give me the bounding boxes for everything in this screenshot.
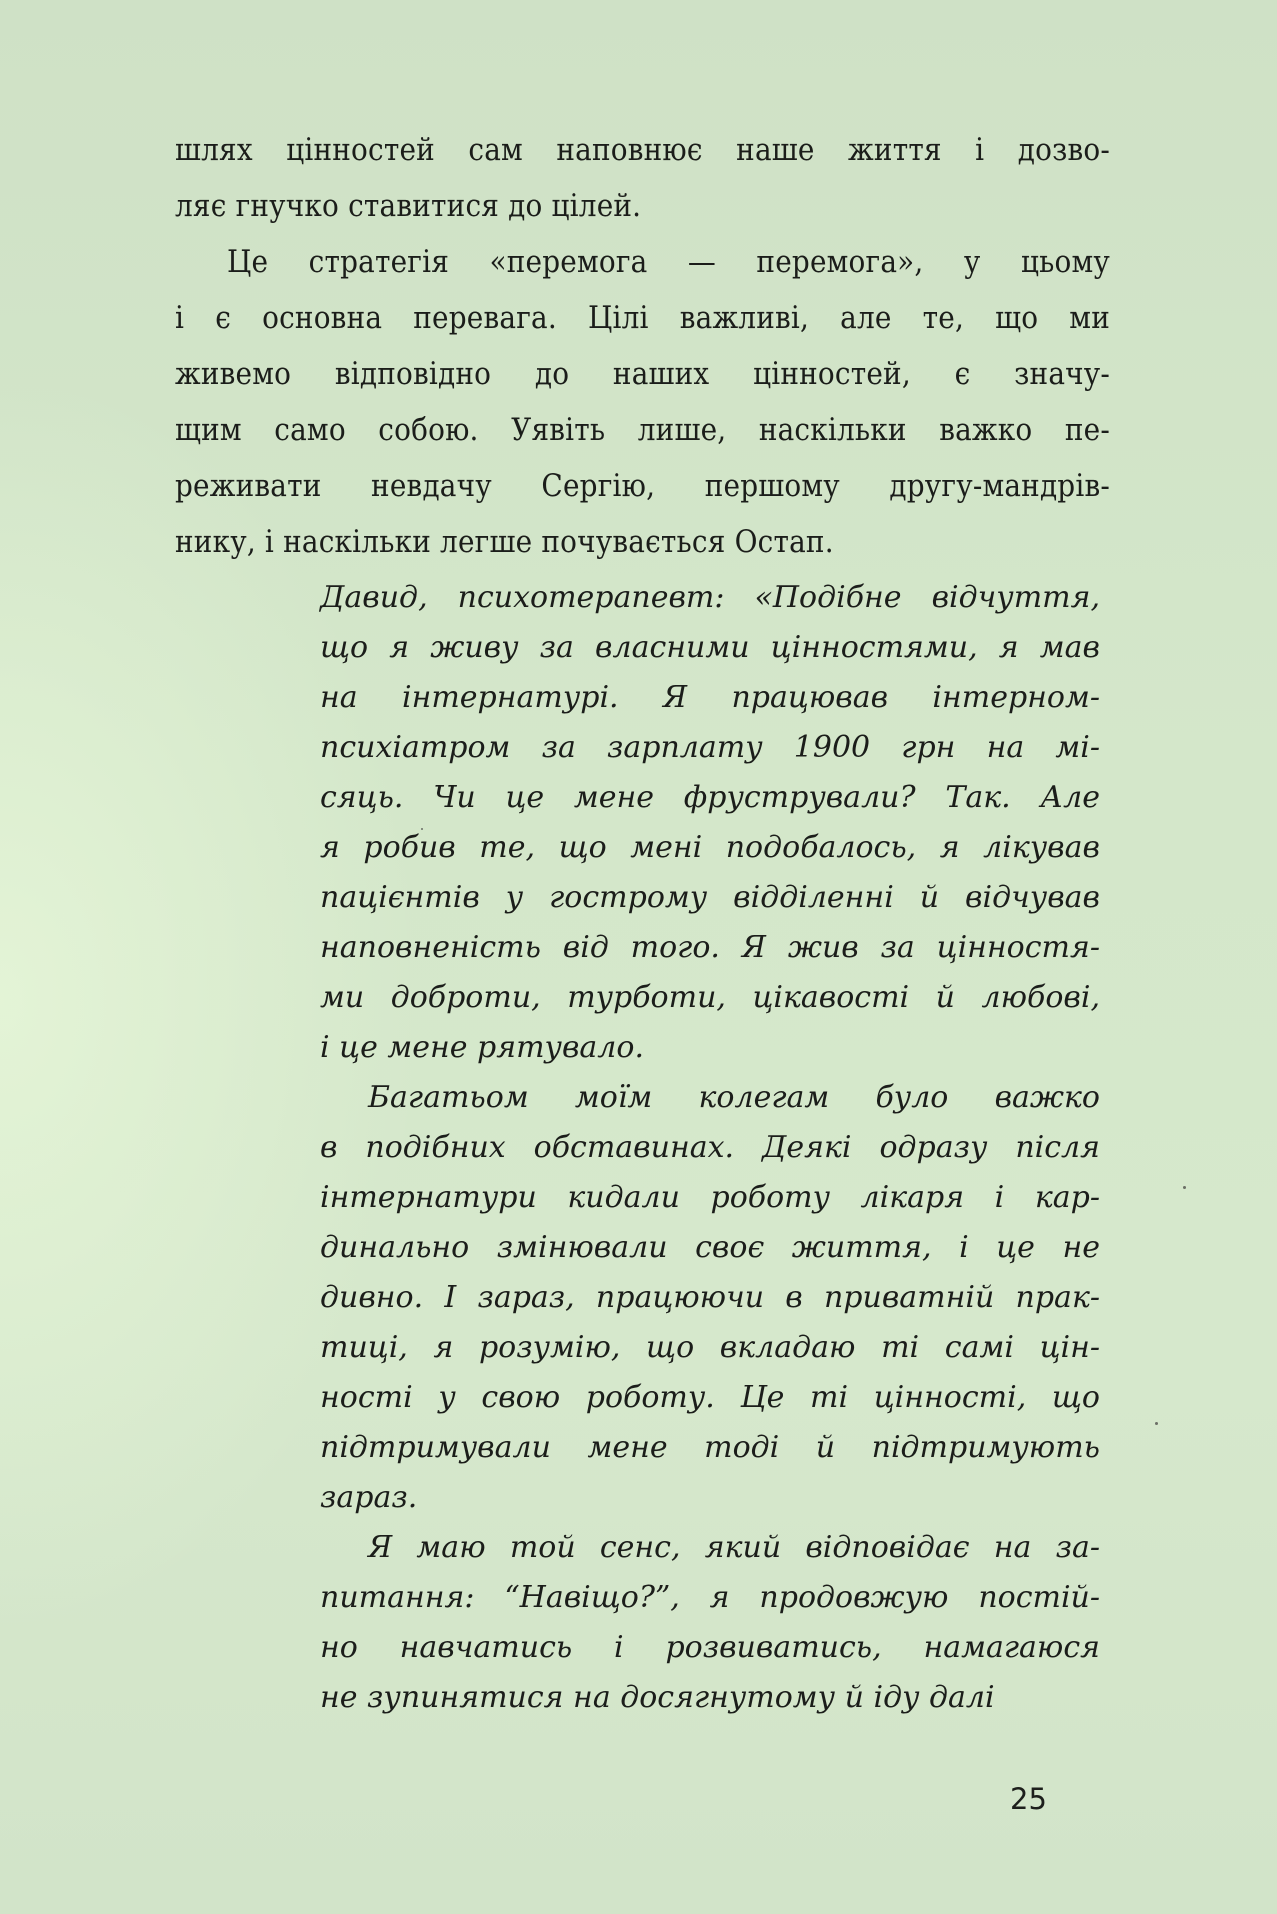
quote-line: сяць. Чи це мене фрустрували? Так. Але [320, 780, 1100, 815]
quote-line: наповненість від того. Я жив за цінностя- [320, 930, 1100, 965]
text-line: щим само собою. Уявіть лише, наскільки важко пе- [175, 412, 1110, 448]
quote-block [320, 573, 1100, 1723]
quote-line: не зупинятися на досягнутому й іду далі [320, 1680, 995, 1715]
text-line: ляє гнучко ставитися до цілей. [175, 188, 642, 224]
text-line: живемо відповідно до наших цінностей, є значу- [175, 356, 1110, 392]
quote-line: питання: “Навіщо?”, я продовжую постій- [320, 1580, 1100, 1615]
quote-line: на інтернатурі. Я працював інтерном- [320, 680, 1100, 715]
text-line: нику, і наскільки легше почувається Остап. [175, 524, 834, 560]
text-line: і є основна перевага. Цілі важливі, але те, що ми [175, 300, 1110, 336]
quote-line: ності у свою роботу. Це ті цінності, що [320, 1380, 1100, 1415]
quote-paragraph-start: Багатьом моїм колегам було важко [368, 1080, 1100, 1115]
quote-line: зараз. [320, 1480, 418, 1515]
quote-line: тиці, я розумію, що вкладаю ті самі цін- [320, 1330, 1100, 1365]
quote-line: Давид, психотерапевт: «Подібне відчуття, [320, 580, 1100, 615]
quote-line: динально змінювали своє життя, і це не [320, 1230, 1100, 1265]
quote-line: психіатром за зарплату 1900 грн на мі- [320, 730, 1100, 765]
quote-line: підтримували мене тоді й підтримують [320, 1430, 1100, 1465]
text-line: реживати невдачу Сергію, першому другу-мандрів- [175, 468, 1110, 504]
quote-line: ми доброти, турботи, цікавості й любові, [320, 980, 1100, 1015]
paragraph-start-line: Це стратегія «перемога — перемога», у цьому [227, 244, 1110, 280]
quote-line: в подібних обставинах. Деякі одразу після [320, 1130, 1100, 1165]
quote-line: інтернатури кидали роботу лікаря і кар- [320, 1180, 1100, 1215]
quote-line: що я живу за власними цінностями, я мав [320, 630, 1100, 665]
quote-line: пацієнтів у гострому відділенні й відчував [320, 880, 1100, 915]
paper-speck [1183, 1186, 1186, 1189]
quote-line: но навчатись і розвиватись, намагаюся [320, 1630, 1100, 1665]
paper-speck [1155, 1422, 1158, 1425]
quote-line: я робив те, що мені подобалось, я лікував [320, 830, 1100, 865]
quote-paragraph-start: Я маю той сенс, який відповідає на за- [368, 1530, 1100, 1565]
text-line: шлях цінностей сам наповнює наше життя і дозво- [175, 132, 1110, 168]
paper-speck [421, 828, 423, 830]
body-text [175, 122, 1110, 570]
quote-line: дивно. І зараз, працюючи в приватній прак- [320, 1280, 1100, 1315]
page-number: 25 [1010, 1782, 1047, 1816]
quote-line: і це мене рятувало. [320, 1030, 644, 1065]
